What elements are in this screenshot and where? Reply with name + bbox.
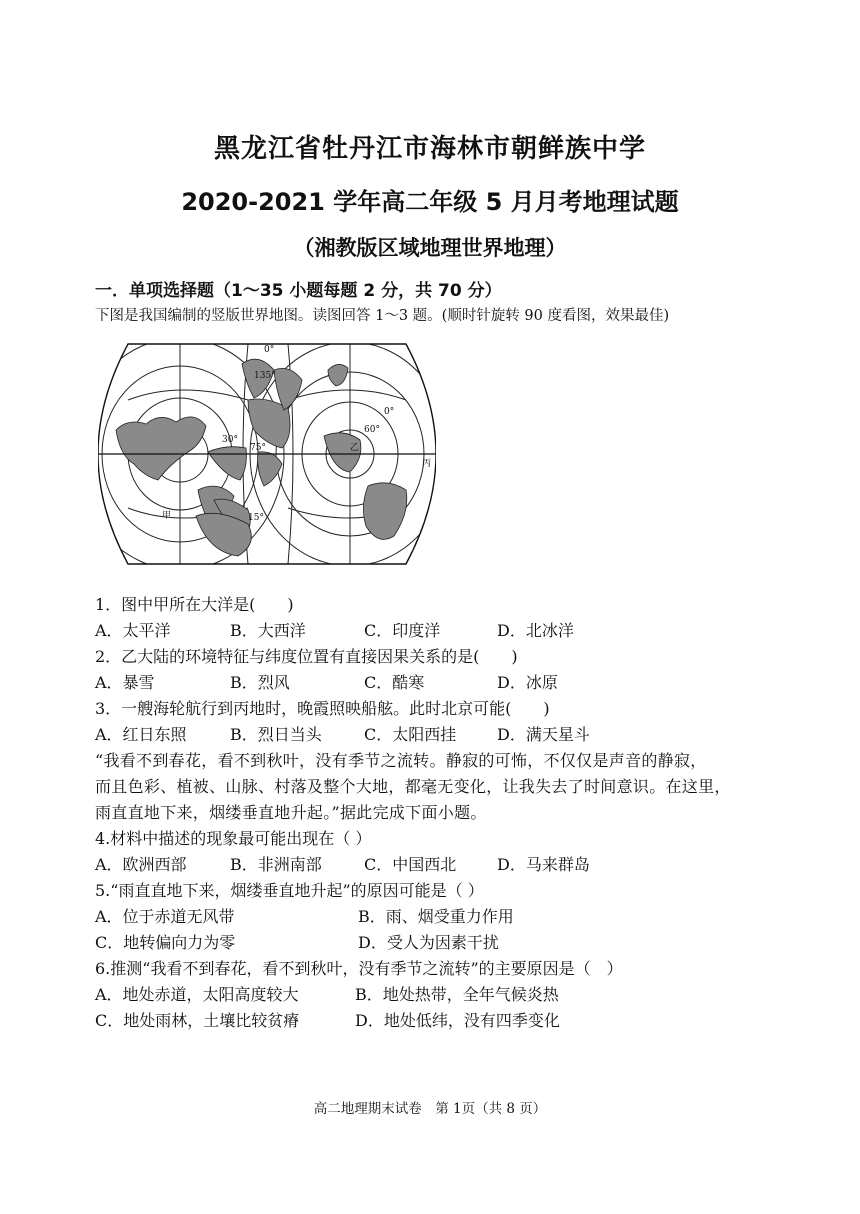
section-title: 一．单项选择题（1～35 小题每题 2 分，共 70 分） [95, 281, 502, 301]
map-label-30: 30° [222, 435, 238, 445]
passage-line-1: “我看不到春花，看不到秋叶，没有季节之流转。静寂的可怖，不仅仅是声音的静寂， [95, 751, 707, 770]
q3-option-b: B．烈日当头 [230, 725, 322, 744]
exam-subtitle: （湘教版区域地理世界地理） [293, 236, 567, 260]
map-label-0: 0° [264, 345, 275, 355]
question-1: 1．图中甲所在大洋是( ) [95, 595, 294, 614]
map-label-135: 135° [254, 371, 276, 381]
map-label-yi: 乙 [350, 443, 360, 453]
section-intro: 下图是我国编制的竖版世界地图。读图回答 1～3 题。(顺时针旋转 90 度看图，效果最佳) [95, 308, 670, 324]
q1-option-d: D．北冰洋 [497, 621, 574, 640]
q4-option-a: A．欧洲西部 [95, 855, 187, 874]
q4-option-c: C．中国西北 [364, 855, 457, 874]
q3-option-a: A．红日东照 [95, 725, 187, 744]
q1-option-a: A．太平洋 [95, 621, 171, 640]
q3-option-c: C．太阳西挂 [364, 725, 457, 744]
map-label-60: 60° [364, 425, 380, 435]
q2-option-d: D．冰原 [497, 673, 558, 692]
question-2: 2．乙大陆的环境特征与纬度位置有直接因果关系的是( ) [95, 647, 518, 666]
exam-title-name: 2020-2021 学年高二年级 5 月月考地理试题 [181, 188, 679, 216]
q6-option-b: B．地处热带，全年气候炎热 [355, 985, 559, 1004]
exam-title-school: 黑龙江省牡丹江市海林市朝鲜族中学 [213, 134, 646, 164]
question-6: 6.推测“我看不到春花，看不到秋叶，没有季节之流转”的主要原因是（ ） [95, 959, 623, 978]
map-label-75: 75° [250, 443, 266, 453]
q3-option-d: D．满天星斗 [497, 725, 590, 744]
page-footer: 高二地理期末试卷 第 1页（共 8 页） [313, 1101, 547, 1117]
q2-option-c: C．酷寒 [364, 673, 425, 692]
map-label-15: 15° [248, 513, 264, 523]
passage-line-2: 而且色彩、植被、山脉、村落及整个大地，都毫无变化，让我失去了时间意识。在这里， [95, 777, 731, 796]
q6-option-c: C．地处雨林，土壤比较贫瘠 [95, 1011, 300, 1030]
q6-option-d: D．地处低纬，没有四季变化 [355, 1011, 560, 1030]
q1-option-c: C．印度洋 [364, 621, 441, 640]
passage-line-3: 雨直直地下来，烟缕垂直地升起。”据此完成下面小题。 [95, 803, 487, 822]
q5-option-a: A．位于赤道无风带 [95, 907, 235, 926]
world-map-figure [98, 340, 436, 568]
q5-option-d: D．受人为因素干扰 [358, 933, 499, 952]
q4-option-d: D．马来群岛 [497, 855, 590, 874]
q1-option-b: B．大西洋 [230, 621, 306, 640]
map-label-0b: 0° [384, 407, 395, 417]
map-label-bing: 丙 [422, 459, 432, 469]
question-4: 4.材料中描述的现象最可能出现在（ ） [95, 829, 372, 848]
question-5: 5.“雨直直地下来，烟缕垂直地升起”的原因可能是（ ） [95, 881, 484, 900]
question-3: 3．一艘海轮航行到丙地时，晚霞照映船舷。此时北京可能( ) [95, 699, 550, 718]
map-label-jia: 甲 [162, 511, 172, 521]
q6-option-a: A．地处赤道，太阳高度较大 [95, 985, 299, 1004]
q2-option-a: A．暴雪 [95, 673, 155, 692]
q5-option-b: B．雨、烟受重力作用 [358, 907, 514, 926]
q2-option-b: B．烈风 [230, 673, 290, 692]
q4-option-b: B．非洲南部 [230, 855, 322, 874]
q5-option-c: C．地转偏向力为零 [95, 933, 236, 952]
